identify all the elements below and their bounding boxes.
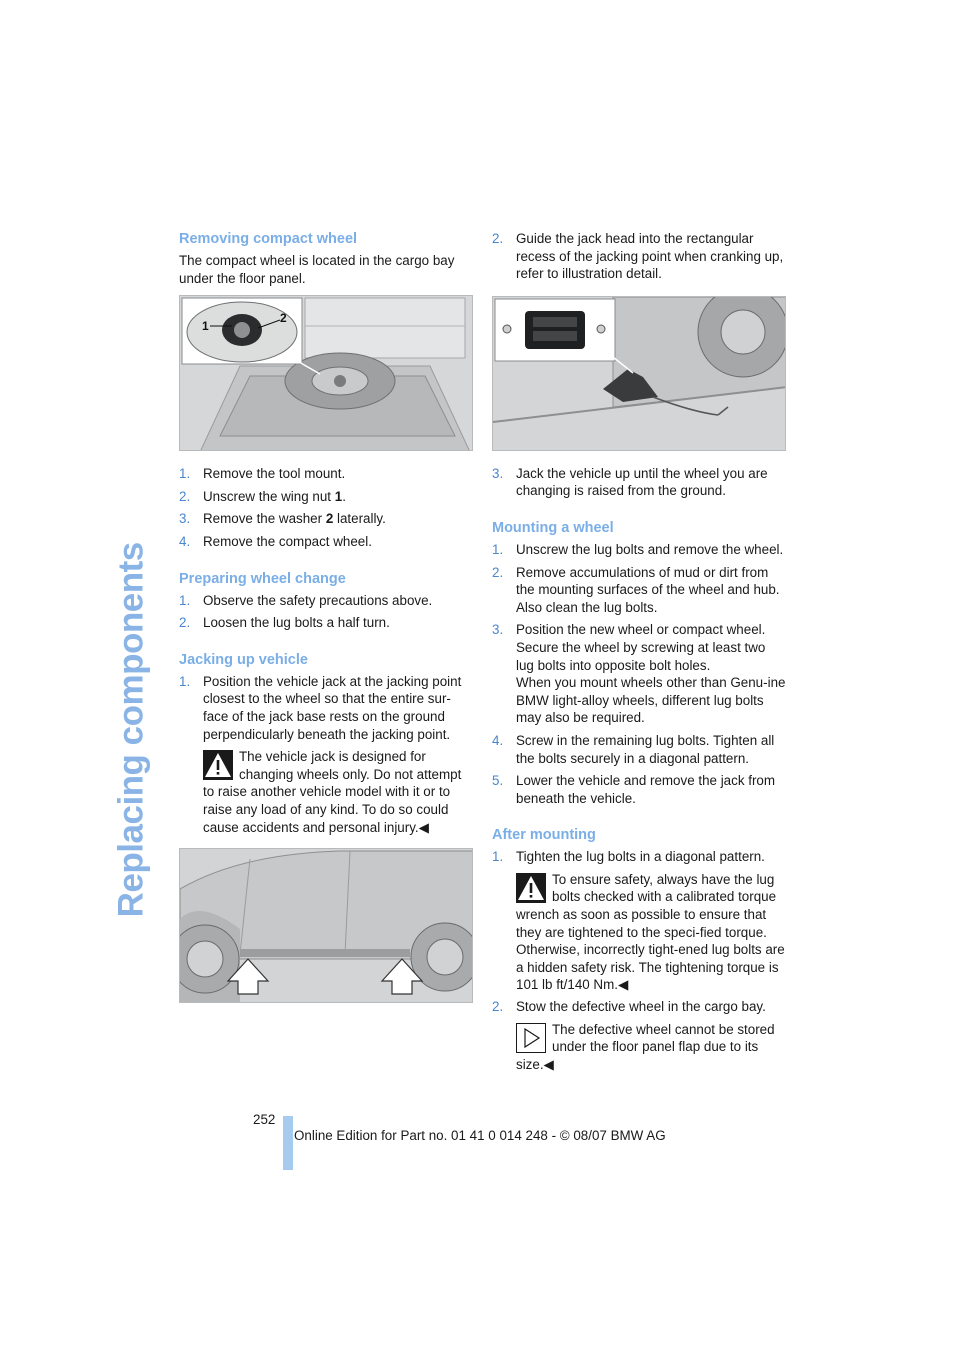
jacking-points-illustration: [180, 849, 473, 1003]
list-item: 1. Observe the safety precautions above.: [179, 592, 433, 608]
list-item: 3. Position the new wheel or compact wheel. Secure the wheel by screwing at least two lug bolts into opposite bolt holes. When you mount wheels other than Genu-ine BMW light-alloy wheels, different lug bolts may also be required.: [492, 622, 786, 726]
warning-icon: [203, 750, 233, 780]
jack-head-illustration: [493, 297, 786, 451]
list-item: 1. Unscrew the lug bolts and remove the wheel.: [492, 541, 784, 557]
list-item: 2. Loosen the lug bolts a half turn.: [179, 615, 390, 631]
figure-jack-head: [492, 296, 786, 451]
after-note: [516, 1021, 786, 1074]
left-column: [179, 230, 473, 1003]
warning-icon: [516, 873, 546, 903]
footer-text: Online Edition for Part no. 01 41 0 014 248 - © 08/07 BMW AG: [294, 1128, 666, 1143]
preparing-steps: [179, 592, 473, 632]
list-item: 3. Jack the vehicle up until the wheel you are changing is raised from the ground.: [492, 465, 768, 499]
list-item: 5. Lower the vehicle and remove the jack from beneath the vehicle.: [492, 773, 776, 806]
warning-text: To ensure safety, always have the lug bolts checked with a calibrated torque wrench as soon as possible to ensure that they are tightened to the speci-fied torque. Otherwise, incorrectly tight-ened lug bolts are a hidden safety risk. The tightening torque is 101 lb ft/140 Nm.◀: [516, 871, 785, 993]
after-steps-continued: [492, 998, 786, 1016]
list-item: 4. Remove the compact wheel.: [179, 533, 372, 549]
side-title-text: Replacing components: [112, 542, 152, 918]
figure-cargo-bay: [179, 295, 473, 451]
heading-mounting: Mounting a wheel: [492, 519, 614, 536]
note-arrow-icon: [516, 1023, 546, 1053]
heading-jacking: Jacking up vehicle: [179, 651, 308, 668]
footer-bar: [283, 1116, 293, 1170]
warning-text: The vehicle jack is designed for changing wheels only. Do not attempt to raise another vehicle model with it or to raise any load of any kind. To do so could cause accidents and personal injury.◀: [203, 749, 462, 835]
figure-label-1: 1: [202, 319, 209, 334]
heading-after: After mounting: [492, 827, 596, 844]
list-item: 1. Remove the tool mount.: [179, 466, 346, 482]
list-item: 2. Unscrew the wing nut 1.: [179, 488, 346, 504]
right-column: [492, 230, 786, 1077]
figure-label-2: 2: [280, 311, 287, 326]
note-text: The defective wheel cannot be stored under the floor panel flap due to its size.◀: [516, 1021, 775, 1072]
cargo-bay-illustration: [180, 296, 473, 451]
list-item: 1. Tighten the lug bolts in a diagonal pattern.: [492, 849, 765, 865]
figure-jacking-points: [179, 848, 473, 1003]
list-item: 1. Position the vehicle jack at the jacking point closest to the wheel so that the entire sur-face of the jack base rests on the ground perpendicularly beneath the jacking point.: [179, 673, 462, 742]
heading-removing: Removing compact wheel: [179, 231, 358, 247]
page-number: 252: [253, 1112, 276, 1127]
list-item: 4. Screw in the remaining lug bolts. Tighten all the bolts securely in a diagonal pattern.: [492, 732, 775, 766]
removing-steps: [179, 465, 473, 550]
list-item: 2. Remove accumulations of mud or dirt from the mounting surfaces of the wheel and hub. Also clean the lug bolts.: [492, 564, 780, 615]
jacking-steps-continued: [492, 230, 786, 283]
jacking-warning: [203, 748, 473, 836]
side-title: [112, 542, 152, 918]
list-item: 2. Stow the defective wheel in the cargo bay.: [492, 999, 766, 1015]
removing-intro: The compact wheel is located in the cargo bay under the floor panel.: [179, 253, 455, 286]
jacking-steps: [179, 673, 473, 743]
after-warning: [516, 871, 786, 994]
jacking-steps-final: [492, 465, 786, 500]
list-item: 2. Guide the jack head into the rectangular recess of the jacking point when cranking up, refer to illustration detail.: [492, 231, 784, 282]
heading-preparing: Preparing wheel change: [179, 570, 346, 587]
mounting-steps: [492, 541, 786, 807]
after-steps: [492, 848, 786, 866]
list-item: 3. Remove the washer 2 laterally.: [179, 511, 386, 527]
